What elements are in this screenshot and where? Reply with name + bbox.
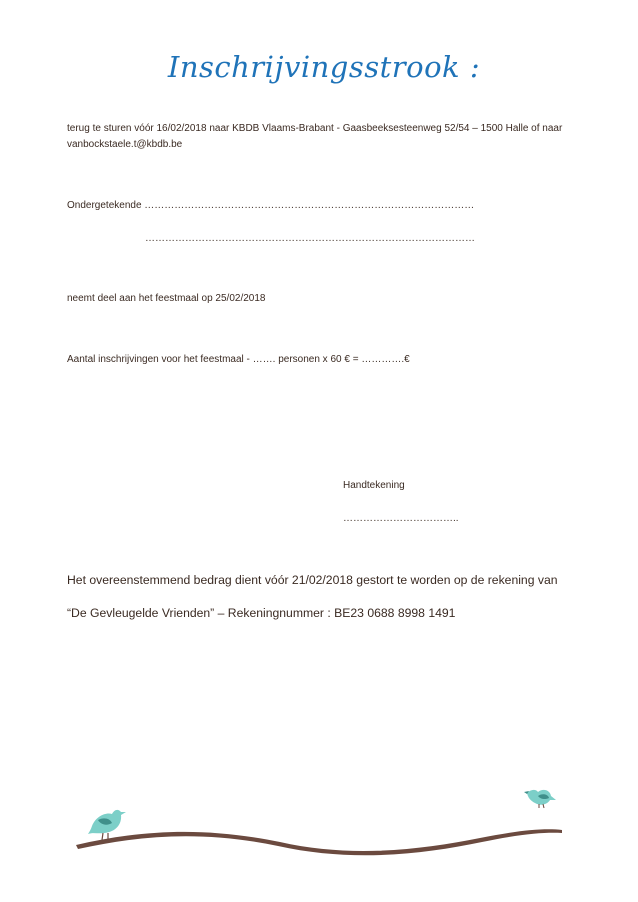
signed-name-field[interactable]: Ondergetekende ……………………………………………………………………………………… — [67, 200, 475, 211]
return-email: vanbockstaele.t@kbdb.be — [67, 139, 183, 150]
participation-text: neemt deel aan het feestmaal op 25/02/2018 — [67, 293, 266, 304]
bird-left-icon — [88, 810, 126, 840]
bird-right-icon — [524, 790, 556, 808]
signature-label: Handtekening — [343, 480, 405, 491]
return-instructions-line-1: terug te sturen vóór 16/02/2018 naar KBDB Vlaams-Brabant - Gaasbeeksesteenweg 52/54 – 1500 Halle of naar — [67, 123, 563, 134]
registrations-field[interactable]: Aantal inschrijvingen voor het feestmaal - ……. personen x 60 € = ………….€ — [67, 354, 410, 365]
signature-field[interactable]: …………………………….. — [343, 513, 459, 524]
signed-name-field-continuation[interactable]: ……………………………………………………………………………………… — [145, 233, 475, 244]
form-title: Inschrijvingsstrook : — [167, 50, 481, 84]
branch-icon — [76, 829, 562, 855]
payment-instruction: Het overeenstemmend bedrag dient vóór 21/02/2018 gestort te worden op de rekening van — [67, 573, 558, 587]
account-number: “De Gevleugelde Vrienden” – Rekeningnummer : BE23 0688 8998 1491 — [67, 606, 456, 620]
